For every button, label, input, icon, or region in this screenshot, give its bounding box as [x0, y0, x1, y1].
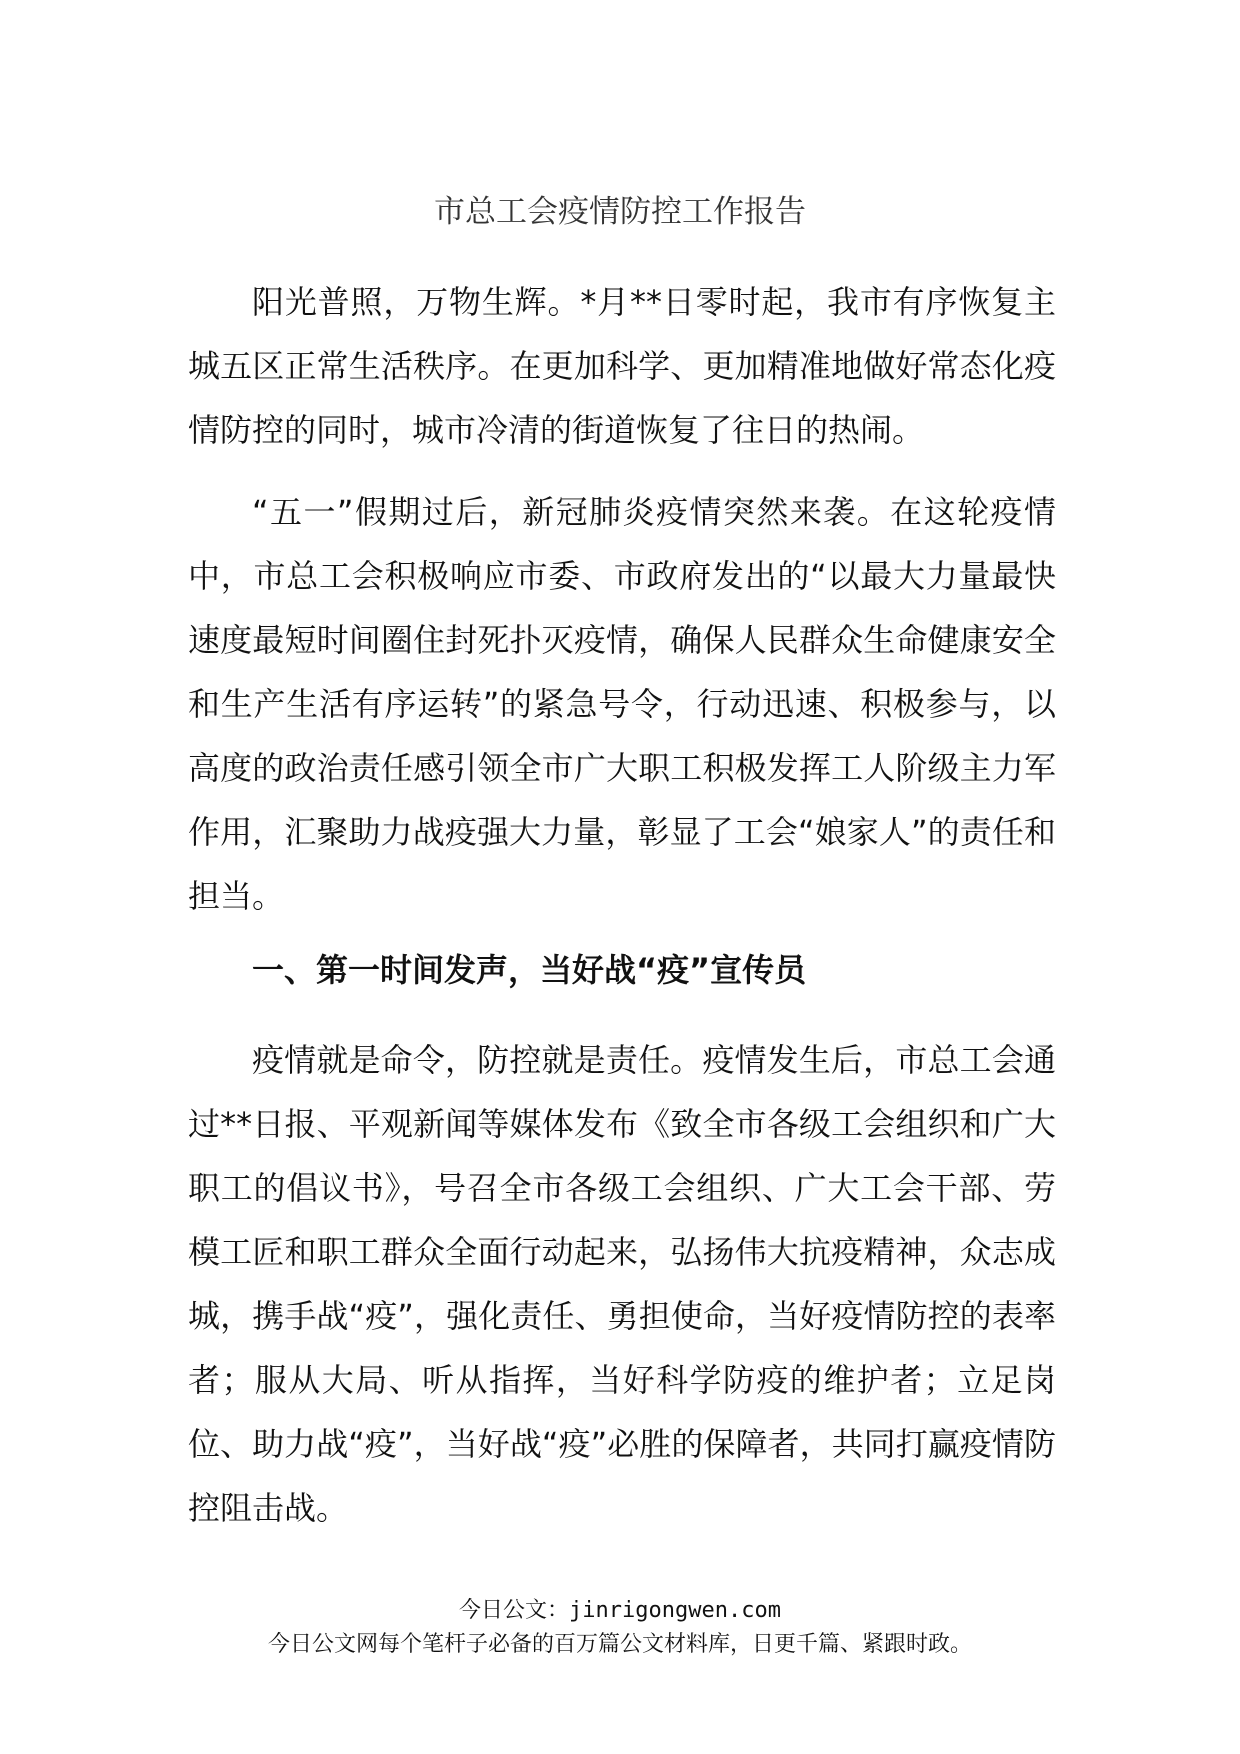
footer-tagline: 今日公文网每个笔杆子必备的百万篇公文材料库，日更千篇、紧跟时政。 [267, 1632, 972, 1657]
document-title: 市总工会疫情防控工作报告 [434, 194, 806, 230]
footer-site-link[interactable]: jinrigongwen.com [569, 1598, 781, 1623]
paragraph-section-1: 疫情就是命令，防控就是责任。疫情发生后，市总工会通过**日报、平观新闻等媒体发布《致全市各级工会组织和广大职工的倡议书》，号召全市各级工会组织、广大工会干部、劳模工匠和职工群众全面行动起来，弘扬伟大抗疫精神，众志成城，携手战“疫”，强化责任、勇担使命，当好疫情防控的表率者；服从大局、听从指挥，当好科学防疫的维护者；立足岗位、助力战“疫”，当好战“疫”必胜的保障者，共同打赢疫情防控阻击战。 [188, 1041, 1056, 1527]
footer-site-label: 今日公文： [459, 1598, 570, 1623]
paragraph-intro: 阳光普照，万物生辉。*月**日零时起，我市有序恢复主城五区正常生活秩序。在更加科学、更加精准地做好常态化疫情防控的同时，城市冷清的街道恢复了往日的热闹。 [188, 283, 1056, 449]
section-heading-1: 一、第一时间发声，当好战“疫”宣传员 [252, 951, 807, 989]
paragraph-background: “五一”假期过后，新冠肺炎疫情突然来袭。在这轮疫情中，市总工会积极响应市委、市政府发出的“以最大力量最快速度最短时间圈住封死扑灭疫情，确保人民群众生命健康安全和生产生活有序运转”的紧急号令，行动迅速、积极参与，以高度的政治责任感引领全市广大职工积极发挥工人阶级主力军作用，汇聚助力战疫强大力量，彰显了工会“娘家人”的责任和担当。 [188, 493, 1056, 915]
footer-site-line [0, 1596, 1240, 1626]
